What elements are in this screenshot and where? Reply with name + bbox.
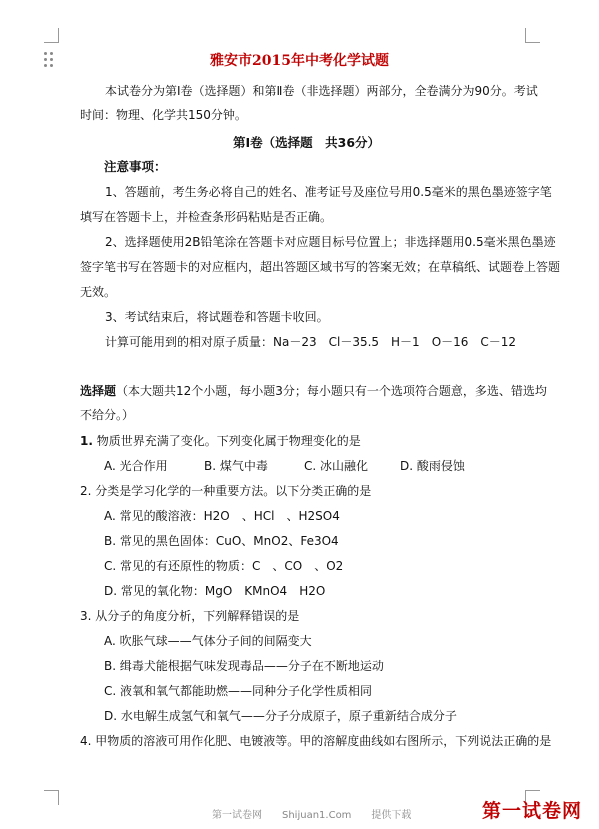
section-rest: （本大题共12个小题，每小题3分；每小题只有一个选项符合题意，多选、错选均	[116, 384, 547, 398]
question-1-option-b: B. 煤气中毒	[204, 459, 268, 473]
notice-line-4: 签字笔书写在答题卡的对应框内，超出答题区域书写的答案无效；在草稿纸、试题卷上答题	[80, 260, 561, 274]
question-4-stem: 4. 甲物质的溶液可用作化肥、电镀液等。甲的溶解度曲线如右图所示，下列说法正确的是	[80, 734, 552, 748]
question-2-option-a: A. 常见的酸溶液：H2O 、HCl 、H2SO4	[104, 509, 340, 523]
question-2-option-d: D. 常见的氧化物：MgO KMnO4 H2O	[104, 584, 326, 598]
question-2-stem: 2. 分类是学习化学的一种重要方法。以下分类正确的是	[80, 484, 372, 498]
question-1-number: 1.	[80, 434, 93, 448]
question-1-option-a: A. 光合作用	[104, 459, 168, 473]
brand-logo: 第一试卷网	[482, 800, 583, 822]
notice-line-2: 填写在答题卡上，并检查条形码粘贴是否正确。	[80, 210, 333, 224]
question-3-option-b: B. 缉毒犬能根据气味发现毒品——分子在不断地运动	[104, 659, 384, 673]
question-2-option-c: C. 常见的有还原性的物质：C 、CO 、O2	[104, 559, 344, 573]
question-3-option-c: C. 液氧和氧气都能助燃——同种分子化学性质相同	[104, 684, 373, 698]
question-3-option-a: A. 吹胀气球——气体分子间的间隔变大	[104, 634, 312, 648]
atomic-mass-line: 计算可能用到的相对原子质量：Na－23 Cl－35.5 H－1 O－16 C－12	[105, 335, 517, 349]
question-3-option-d: D. 水电解生成氢气和氧气——分子分成原子，原子重新结合成分子	[104, 709, 457, 723]
crop-mark-top-right	[525, 28, 540, 43]
crop-mark-bottom-left	[44, 790, 59, 805]
part1-heading: 第Ⅰ卷（选择题 共36分）	[233, 135, 381, 150]
section-instructions-line-1	[80, 382, 547, 399]
question-3-stem: 3. 从分子的角度分析，下列解释错误的是	[80, 609, 300, 623]
intro-line-1: 本试卷分为第Ⅰ卷（选择题）和第Ⅱ卷（非选择题）两部分，全卷满分为90分。考试	[105, 84, 538, 98]
document-title: 雅安市2015年中考化学试题	[210, 53, 389, 69]
section-instructions-line-2: 不给分。）	[80, 408, 135, 422]
section-lead: 选择题	[80, 384, 117, 398]
table-move-handle-icon[interactable]	[44, 52, 56, 68]
crop-mark-top-left	[44, 28, 59, 43]
intro-line-2: 时间：物理、化学共150分钟。	[80, 108, 247, 122]
notice-heading: 注意事项：	[104, 159, 167, 174]
notice-line-6: 3、考试结束后，将试题卷和答题卡收回。	[105, 310, 329, 324]
question-1-stem	[80, 432, 361, 449]
question-2-option-b: B. 常见的黑色固体：CuO、MnO2、Fe3O4	[104, 534, 339, 548]
question-1-text: 物质世界充满了变化。下列变化属于物理变化的是	[96, 434, 361, 448]
notice-line-1: 1、答题前，考生务必将自己的姓名、准考证号及座位号用0.5毫米的黑色墨迹签字笔	[105, 185, 552, 199]
footer-text: 第一试卷网 Shijuan1.Com 提供下载	[212, 810, 412, 821]
question-1-option-c: C. 冰山融化	[304, 459, 369, 473]
question-1-option-d: D. 酸雨侵蚀	[400, 459, 465, 473]
notice-line-5: 无效。	[80, 285, 117, 299]
notice-line-3: 2、选择题使用2B铅笔涂在答题卡对应题目标号位置上；非选择题用0.5毫米黑色墨迹	[105, 235, 556, 249]
